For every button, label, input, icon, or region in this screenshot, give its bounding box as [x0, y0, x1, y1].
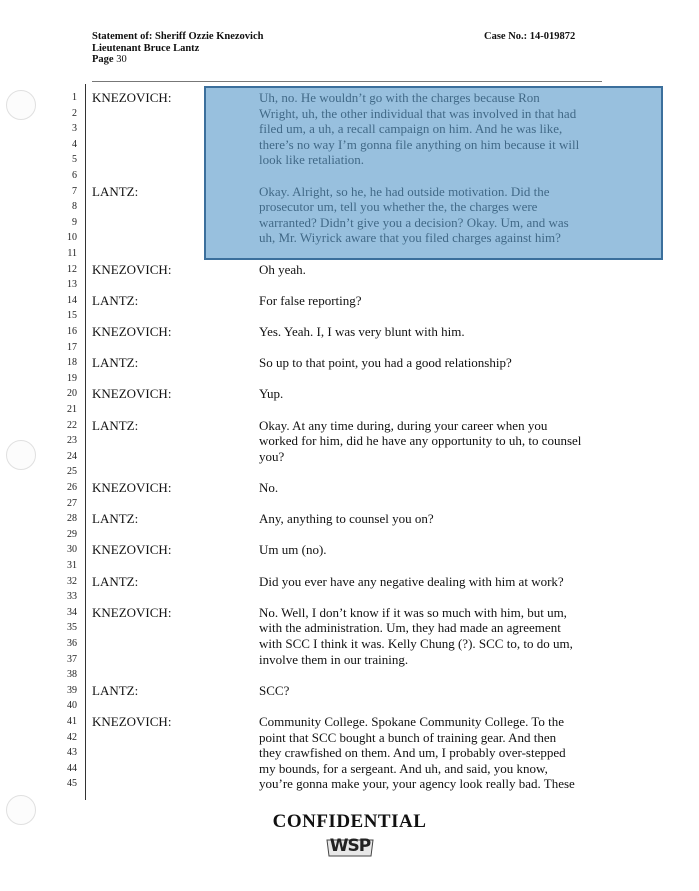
page-line [92, 54, 592, 66]
speaker-label: LANTZ: [92, 292, 139, 308]
transcript-line: Any, anything to counsel you on? [259, 511, 434, 527]
line-number: 1 [72, 92, 77, 103]
transcript-line: with SCC I think it was. Kelly Chung (?). SCC to, to do um, [259, 636, 573, 651]
line-number: 45 [67, 778, 77, 790]
transcript-line: with the administration. Um, they had made an agreement [259, 620, 561, 636]
line-number: 18 [67, 357, 77, 369]
transcript-line: Um um (no). [259, 542, 327, 558]
line-number: 24 [67, 450, 77, 462]
line-number: 7 [72, 185, 77, 197]
punch-hole-top [6, 90, 36, 120]
line-number: 21 [67, 404, 77, 415]
line-number: 15 [67, 310, 77, 322]
line-number: 2 [72, 107, 77, 119]
interviewer-name: Lieutenant Bruce Lantz [92, 42, 200, 54]
case-number-line [484, 31, 575, 42]
case-label: Case No.: [484, 31, 528, 42]
line-number: 27 [67, 497, 77, 509]
page-label: Page [92, 54, 114, 65]
line-number: 14 [67, 294, 77, 306]
speaker-label: LANTZ: [92, 511, 139, 527]
transcript-line: Yes. Yeah. I, I was very blunt with him. [259, 324, 465, 339]
speaker-label: LANTZ: [92, 417, 139, 433]
highlight-box [204, 86, 663, 260]
line-number: 6 [72, 170, 77, 181]
speaker-label: KNEZOVICH: [92, 542, 172, 558]
line-number: 37 [67, 653, 77, 665]
line-number: 9 [72, 216, 77, 228]
transcript-line: involve them in our training. [259, 651, 409, 667]
line-number: 34 [67, 606, 77, 618]
line-number: 3 [72, 123, 77, 135]
transcript-line: you? [259, 448, 285, 464]
line-number: 8 [72, 201, 77, 213]
statement-name: Sheriff Ozzie Knezovich [154, 31, 264, 42]
transcript-line: Community College. Spokane Community College. To the [259, 714, 565, 729]
transcript-line: For false reporting? [259, 292, 362, 308]
line-number: 22 [67, 419, 77, 431]
page-number: 30 [116, 54, 127, 65]
line-number: 42 [67, 731, 77, 743]
line-number: 44 [67, 762, 77, 774]
line-number: 23 [67, 435, 77, 447]
speaker-label: LANTZ: [92, 183, 139, 199]
line-number: 10 [67, 232, 77, 244]
line-number: 39 [67, 684, 77, 696]
line-number: 31 [67, 560, 77, 571]
transcript-line: Yup. [259, 386, 284, 402]
line-number: 19 [67, 372, 77, 384]
confidential-label: CONFIDENTIAL [272, 811, 427, 832]
margin-line [85, 84, 86, 800]
line-number: 41 [67, 716, 77, 727]
transcript-line: Did you ever have any negative dealing with him at work? [259, 573, 564, 589]
speaker-label: KNEZOVICH: [92, 261, 172, 277]
line-number: 43 [67, 747, 77, 759]
line-number: 33 [67, 591, 77, 603]
punch-hole-middle [6, 440, 36, 470]
speaker-label: KNEZOVICH: [92, 90, 172, 105]
transcript-line: Oh yeah. [259, 261, 306, 277]
header-rule [92, 81, 602, 82]
line-number: 26 [67, 482, 77, 493]
line-number: 35 [67, 622, 77, 634]
line-number: 13 [67, 279, 77, 291]
wsp-logo [325, 836, 375, 858]
transcript-line: No. [259, 480, 279, 495]
transcript-line: they crawfished on them. And um, I probably over-stepped [259, 745, 566, 761]
line-number: 25 [67, 466, 77, 478]
speaker-label: KNEZOVICH: [92, 324, 172, 339]
line-number: 38 [67, 669, 77, 681]
speaker-label: KNEZOVICH: [92, 480, 172, 495]
line-number: 28 [67, 513, 77, 525]
transcript-line: No. Well, I don’t know if it was so much with him, but um, [259, 604, 567, 620]
line-number: 29 [67, 528, 77, 540]
transcript-line: So up to that point, you had a good relationship? [259, 355, 512, 371]
wsp-logo-text: WSP [329, 836, 371, 856]
transcript-line: you’re gonna make your, your agency look really bad. These [259, 776, 575, 792]
line-number: 4 [72, 138, 77, 150]
speaker-label: KNEZOVICH: [92, 386, 172, 402]
line-number: 32 [67, 575, 77, 587]
statement-label: Statement of: [92, 31, 153, 42]
line-number: 36 [67, 638, 77, 649]
speaker-label: KNEZOVICH: [92, 714, 172, 729]
speaker-label: LANTZ: [92, 573, 139, 589]
transcript-line: Okay. At any time during, during your career when you [259, 417, 548, 433]
speaker-label: KNEZOVICH: [92, 604, 172, 620]
transcript-line: point that SCC bought a bunch of training gear. And then [259, 729, 557, 745]
line-number: 20 [67, 388, 77, 400]
transcript-line: worked for him, did he have any opportunity to uh, to counsel [259, 433, 582, 449]
line-number: 11 [67, 248, 77, 259]
speaker-label: LANTZ: [92, 355, 139, 371]
line-number: 40 [67, 700, 77, 712]
transcript-line: my bounds, for a sergeant. And uh, and said, you know, [259, 760, 548, 776]
line-number: 5 [72, 154, 77, 166]
line-number: 17 [67, 341, 77, 353]
line-number: 16 [67, 326, 77, 337]
case-number: 14-019872 [529, 31, 576, 42]
transcript-line: SCC? [259, 682, 290, 698]
speaker-label: LANTZ: [92, 682, 139, 698]
line-number: 30 [67, 544, 77, 556]
line-number: 12 [67, 263, 77, 275]
